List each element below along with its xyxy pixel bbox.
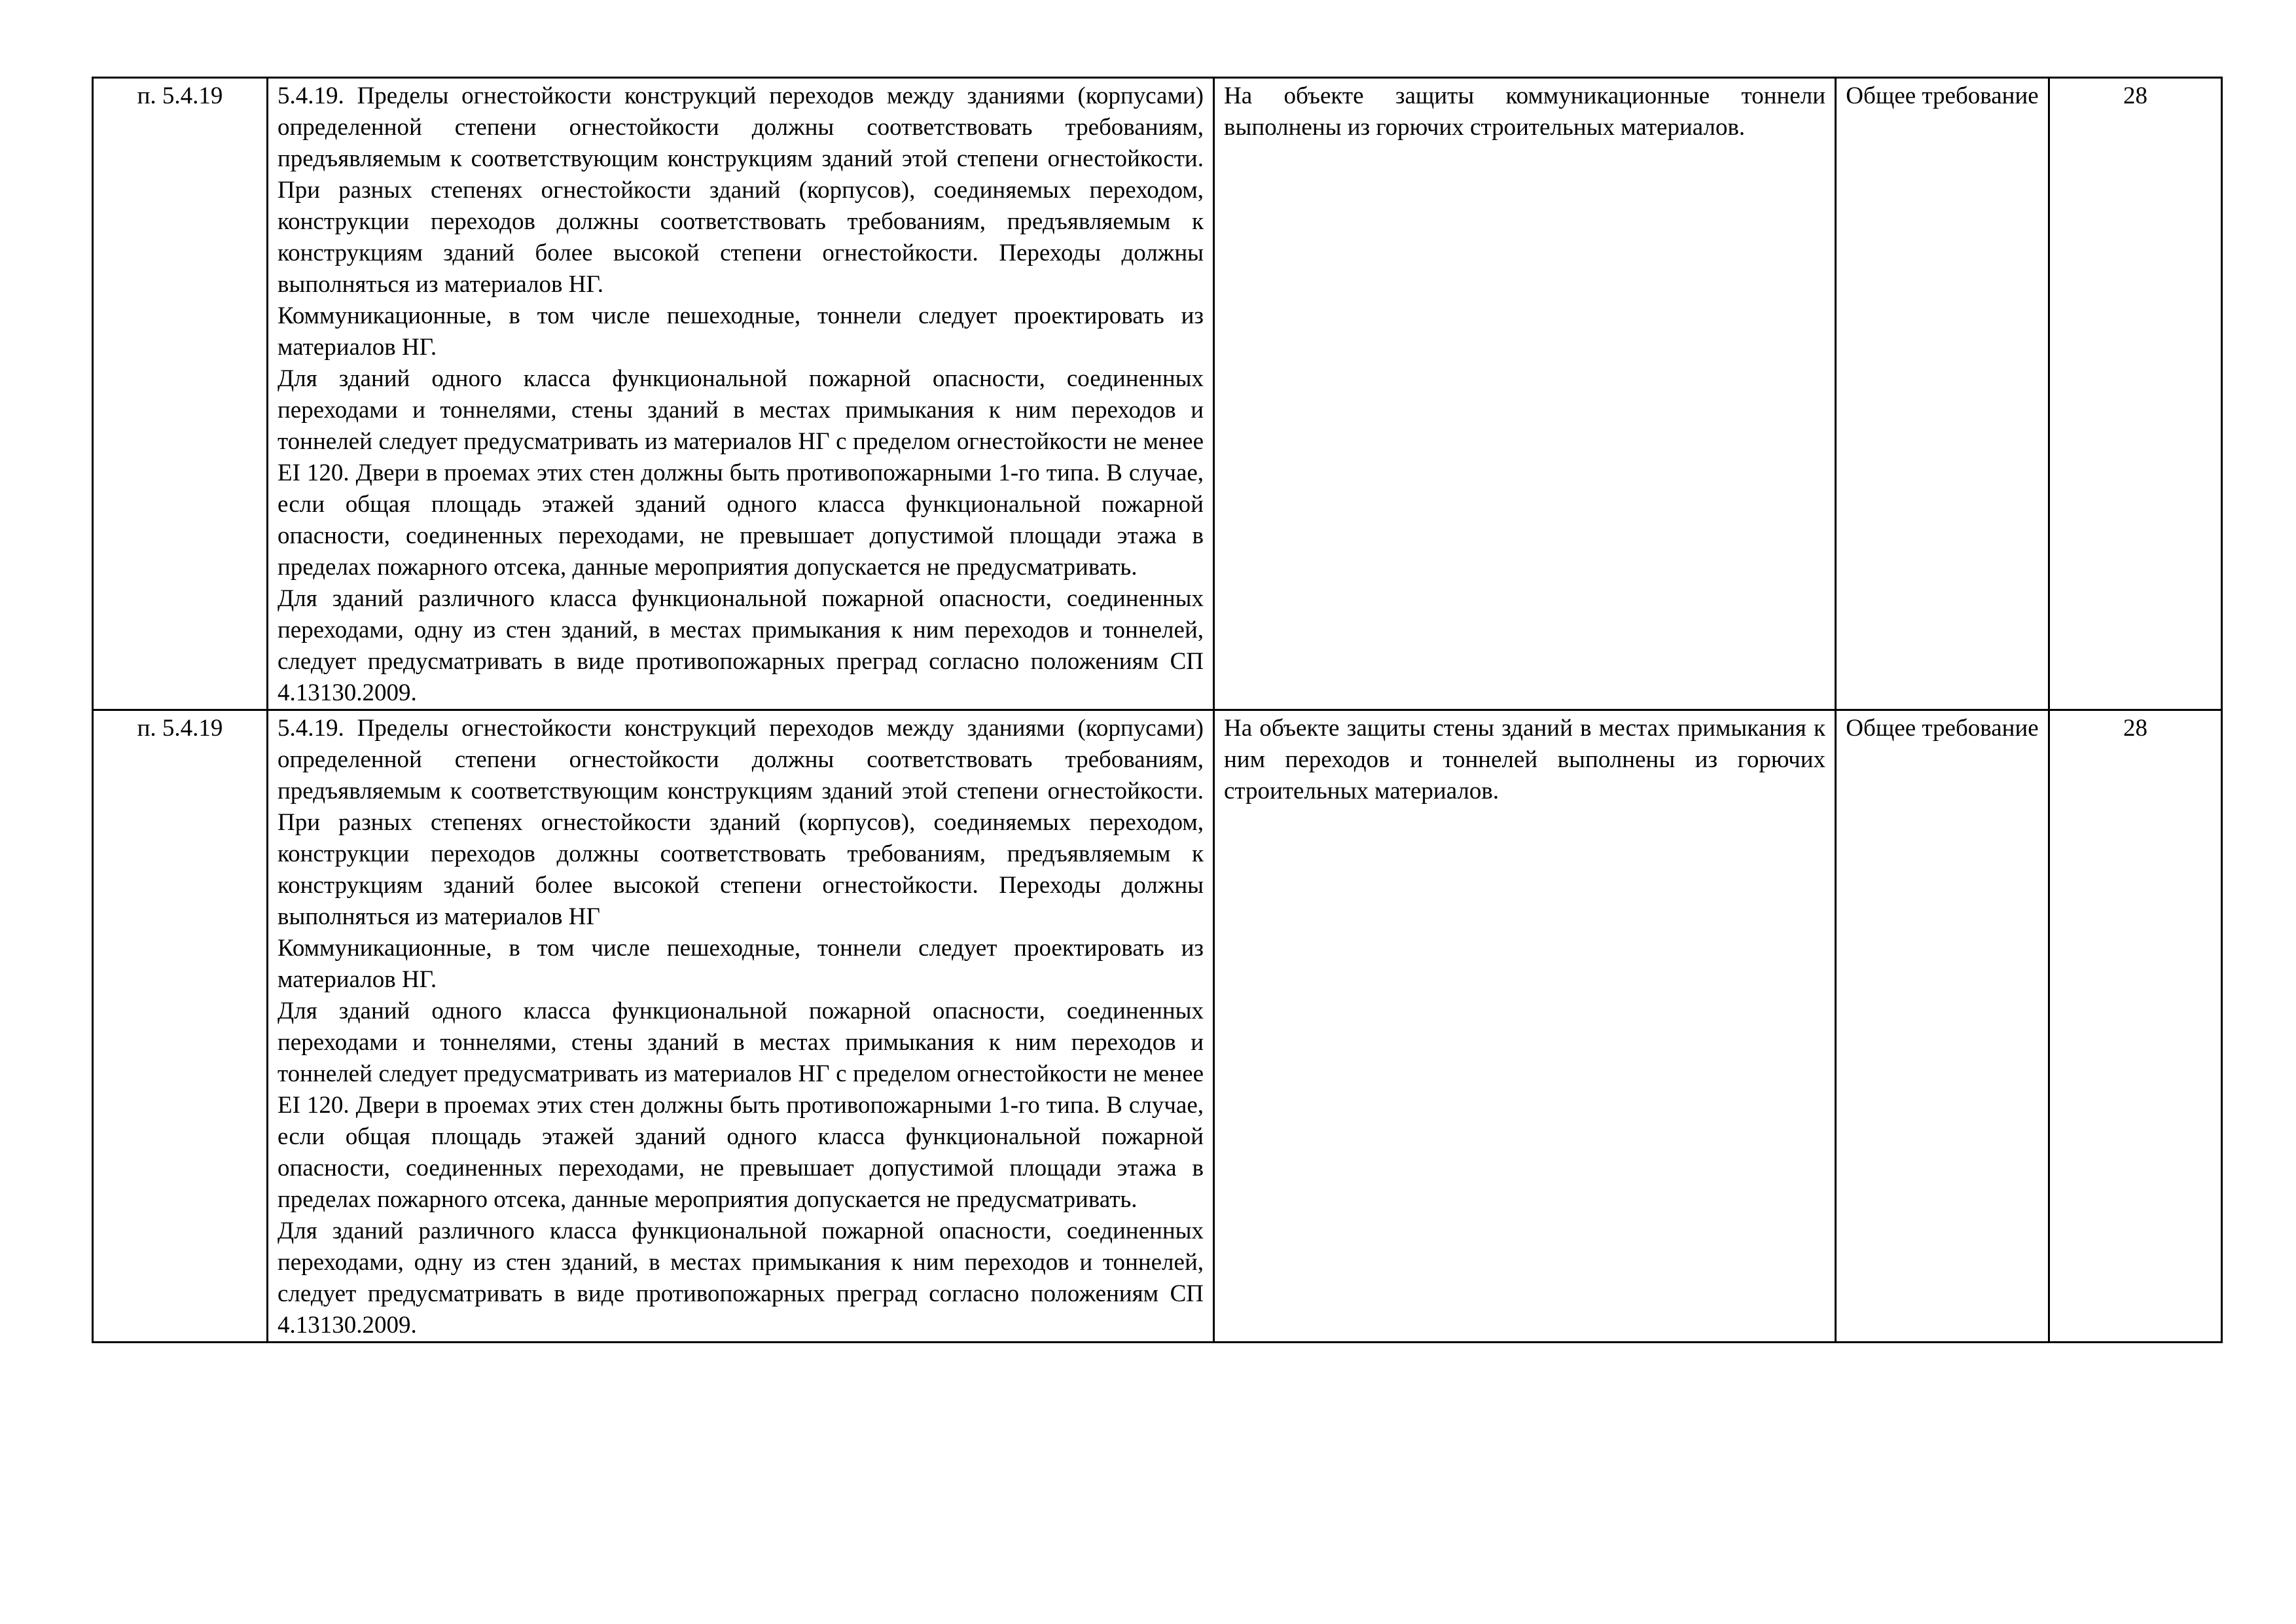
clause-reference: п. 5.4.19 <box>93 78 268 710</box>
requirement-paragraph: 5.4.19. Пределы огнестойкости конструкций переходов между зданиями (корпусами) определенной степени огнестойкости должны соответствовать требованиям, предъявляемым к соответствующим конструкциям зданий этой степени огнестойкости. При разных степенях огнестойкости зданий (корпусов), соединяемых переходом, конструкции переходов должны соответствовать требованиям, предъявляемым к конструкциям зданий более высокой степени огнестойкости. Переходы должны выполняться из материалов НГ <box>278 715 1204 930</box>
table-row <box>93 78 2222 710</box>
violation-text: На объекте защиты коммуникационные тоннели выполнены из горючих строительных материалов. <box>1224 82 1825 141</box>
requirement-paragraph: Для зданий различного класса функциональной пожарной опасности, соединенных переходами, одну из стен зданий, в местах примыкания к ним переходов и тоннелей, следует предусматривать в виде противопожарных преград согласно положениям СП 4.13130.2009. <box>278 585 1204 706</box>
requirements-table <box>92 77 2223 1343</box>
requirement-paragraph: Коммуникационные, в том числе пешеходные, тоннели следует проектировать из материалов НГ. <box>278 302 1204 361</box>
clause-reference: п. 5.4.19 <box>93 710 268 1343</box>
requirement-type: Общее требование <box>1836 78 2049 710</box>
violation-text: На объекте защиты стены зданий в местах примыкания к ним переходов и тоннелей выполнены из горючих строительных материалов. <box>1224 715 1825 804</box>
violation-description <box>1214 710 1836 1343</box>
requirement-text <box>268 710 1214 1343</box>
requirement-paragraph: Коммуникационные, в том числе пешеходные, тоннели следует проектировать из материалов НГ. <box>278 935 1204 993</box>
page-reference: 28 <box>2049 78 2222 710</box>
violation-description <box>1214 78 1836 710</box>
requirement-text <box>268 78 1214 710</box>
requirement-paragraph: Для зданий одного класса функциональной пожарной опасности, соединенных переходами и тоннелями, стены зданий в местах примыкания к ним переходов и тоннелей следует предусматривать из материалов НГ с пределом огнестойкости не менее EI 120. Двери в проемах этих стен должны быть противопожарными 1-го типа. В случае, если общая площадь этажей зданий одного класса функциональной пожарной опасности, соединенных переходами, не превышает допустимой площади этажа в пределах пожарного отсека, данные мероприятия допускается не предусматривать. <box>278 998 1204 1213</box>
page-reference: 28 <box>2049 710 2222 1343</box>
table-row <box>93 710 2222 1343</box>
requirement-paragraph: Для зданий различного класса функциональной пожарной опасности, соединенных переходами, одну из стен зданий, в местах примыкания к ним переходов и тоннелей, следует предусматривать в виде противопожарных преград согласно положениям СП 4.13130.2009. <box>278 1218 1204 1339</box>
requirement-paragraph: Для зданий одного класса функциональной пожарной опасности, соединенных переходами и тоннелями, стены зданий в местах примыкания к ним переходов и тоннелей следует предусматривать из материалов НГ с пределом огнестойкости не менее EI 120. Двери в проемах этих стен должны быть противопожарными 1-го типа. В случае, если общая площадь этажей зданий одного класса функциональной пожарной опасности, соединенных переходами, не превышает допустимой площади этажа в пределах пожарного отсека, данные мероприятия допускается не предусматривать. <box>278 365 1204 581</box>
requirement-paragraph: 5.4.19. Пределы огнестойкости конструкций переходов между зданиями (корпусами) определенной степени огнестойкости должны соответствовать требованиям, предъявляемым к соответствующим конструкциям зданий этой степени огнестойкости. При разных степенях огнестойкости зданий (корпусов), соединяемых переходом, конструкции переходов должны соответствовать требованиям, предъявляемым к конструкциям зданий более высокой степени огнестойкости. Переходы должны выполняться из материалов НГ. <box>278 82 1204 298</box>
requirement-type: Общее требование <box>1836 710 2049 1343</box>
